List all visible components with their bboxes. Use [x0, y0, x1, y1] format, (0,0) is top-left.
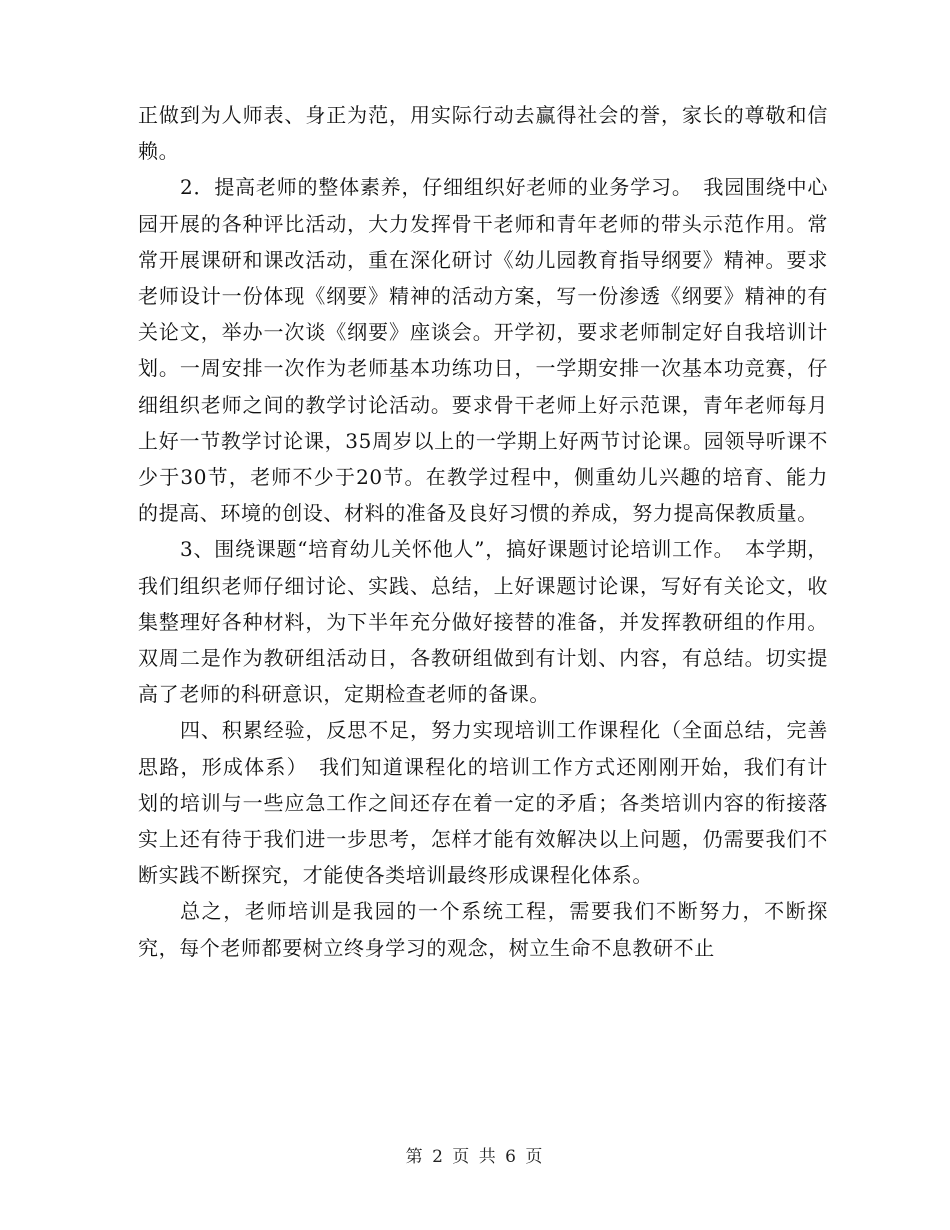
document-body	[138, 97, 828, 966]
paragraph-4: 四、积累经验，反思不足，努力实现培训工作课程化（全面总结，完善思路，形成体系） 我们知道课程化的培训工作方式还刚刚开始，我们有计划的培训与一些应急工作之间还存在着一定的矛盾；各类培训内容的衔接落实上还有待于我们进一步思考，怎样才能有效解决以上问题，仍需要我们不断实践不断探究，才能使各类培训最终形成课程化体系。	[138, 718, 828, 888]
paragraph-5: 总之，老师培训是我园的一个系统工程，需要我们不断努力，不断探究，每个老师都要树立终身学习的观念，树立生命不息教研不止	[138, 899, 828, 960]
paragraph-3: 3、围绕课题“培育幼儿关怀他人”，搞好课题讨论培训工作。 本学期，我们组织老师仔细讨论、实践、总结，上好课题讨论课，写好有关论文，收集整理好各种材料，为下半年充分做好接替的准备，并发挥教研组的作用。双周二是作为教研组活动日，各教研组做到有计划、内容，有总结。切实提高了老师的科研意识，定期检查老师的备课。	[138, 537, 828, 707]
page-number-footer: 第 2 页 共 6 页	[405, 1147, 545, 1167]
paragraph-1: 正做到为人师表、身正为范，用实际行动去赢得社会的誉，家长的尊敬和信赖。	[138, 103, 828, 164]
paragraph-2: 2．提高老师的整体素养，仔细组织好老师的业务学习。 我园围绕中心园开展的各种评比活动，大力发挥骨干老师和青年老师的带头示范作用。常常开展课研和课改活动，重在深化研讨《幼儿园教育指导纲要》精神。要求老师设计一份体现《纲要》精神的活动方案，写一份渗透《纲要》精神的有关论文，举办一次谈《纲要》座谈会。开学初，要求老师制定好自我培训计划。一周安排一次作为老师基本功练功日，一学期安排一次基本功竞赛，仔细组织老师之间的教学讨论活动。要求骨干老师上好示范课，青年老师每月上好一节教学讨论课，35周岁以上的一学期上好两节讨论课。园领导听课不少于30节，老师不少于20节。在教学过程中，侧重幼儿兴趣的培育、能力的提高、环境的创设、材料的准备及良好习惯的养成，努力提高保教质量。	[138, 175, 828, 526]
